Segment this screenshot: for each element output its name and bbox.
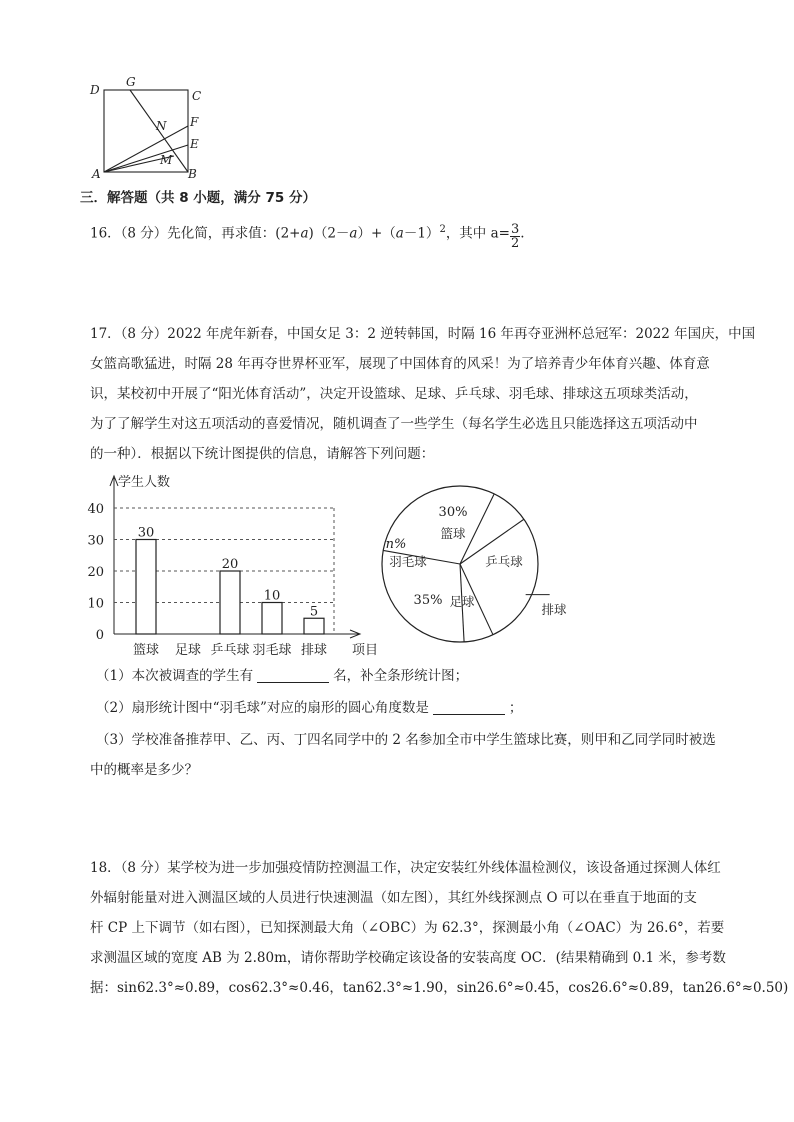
label-g: G xyxy=(126,75,136,89)
y-tick-label: 0 xyxy=(95,628,104,643)
q16-var-a: a xyxy=(349,225,358,242)
square-figure xyxy=(80,72,210,182)
q17-line-3: 识，某校初中开展了“阳光体育活动”，决定开设篮球、足球、乒乓球、羽毛球、排球这五项球类活动， xyxy=(90,386,698,402)
label-b: B xyxy=(188,167,197,181)
y-tick-label: 30 xyxy=(87,533,104,549)
q18-line-1: 18．（8 分）某学校为进一步加强疫情防控测温工作，决定安装红外线体温检测仪，该设备通过探测人体红 xyxy=(90,860,721,876)
answer-blank-2[interactable] xyxy=(433,700,505,715)
q16-fraction-denominator: 2 xyxy=(510,235,520,251)
bar xyxy=(304,618,324,634)
answer-blank-1[interactable] xyxy=(257,668,329,683)
q17-sub2 xyxy=(96,698,736,718)
q17-sub3-line2: 中的概率是多少？ xyxy=(90,762,198,778)
x-tick-label: 羽毛球 xyxy=(252,643,292,658)
q17-sub2-tail: ； xyxy=(508,700,523,716)
bar xyxy=(220,571,240,634)
q17-sub1-tail: 名，补全条形统计图； xyxy=(333,668,469,684)
q17-sub3-line1: （3）学校准备推荐甲、乙、丙、丁四名同学中的 2 名参加全市中学生篮球比赛，则甲和乙同学同时被选 xyxy=(96,732,716,748)
q17-line-2: 女篮高歌猛进，时隔 28 年再夺世界杯亚军，展现了中国体育的风采！为了培养青少年体育兴趣、体育意 xyxy=(90,356,710,372)
square-abcd xyxy=(104,90,188,172)
y-tick-label: 20 xyxy=(87,565,104,580)
bar-data-label: 20 xyxy=(221,557,239,572)
x-tick-label: 排球 xyxy=(300,643,328,658)
q17-line-1: 17．（8 分）2022 年虎年新春，中国女足 3：2 逆转韩国，时隔 16 年再夺亚洲杯总冠军：2022 年国庆，中国 xyxy=(90,326,756,342)
q16-fraction-numerator: 3 xyxy=(510,221,520,237)
bar-chart xyxy=(84,470,384,660)
y-tick-label: 40 xyxy=(87,502,104,517)
q17-sub2-text: （2）扇形统计图中“羽毛球”对应的扇形的圆心角度数是 xyxy=(96,700,429,716)
bar-data-label: 5 xyxy=(309,604,319,620)
pie-percent-label: 35% xyxy=(413,593,443,608)
y-axis-title: 学生人数 xyxy=(118,475,171,490)
label-e: E xyxy=(190,137,199,151)
label-m: M xyxy=(160,153,173,167)
pie-slice-label: 足球 xyxy=(449,594,475,609)
pie-slice-label: 篮球 xyxy=(440,526,466,541)
q16-mid4: ，其中 a= xyxy=(445,225,510,242)
q16-var-a: a xyxy=(300,225,309,242)
q16-suffix: . xyxy=(520,225,525,242)
label-n: N xyxy=(156,119,167,133)
q18-line-4: 求测温区域的宽度 AB 为 2.80m，请你帮助学校确定该设备的安装高度 OC．(结果精确到 0.1 米，参考数 xyxy=(90,950,726,966)
bar xyxy=(136,540,156,635)
q18-line-2: 外辐射能量对进入测温区域的人员进行快速测温（如左图），其红外线探测点 O 可以在垂直于地面的支 xyxy=(90,890,697,906)
q16-fraction xyxy=(510,223,520,250)
q16-var-a: a xyxy=(395,225,404,242)
q18-line-3: 杆 CP 上下调节（如右图），已知探测最大角（∠OBC）为 62.3°，探测最小角（∠OAC）为 26.6°，若要 xyxy=(90,920,725,936)
label-a: A xyxy=(92,167,101,181)
q16-mid1: )（2－ xyxy=(308,225,350,242)
x-axis-title: 项目 xyxy=(352,643,379,658)
q16-exponent: 2 xyxy=(439,224,446,235)
q17-sub1-text: （1）本次被调查的学生有 xyxy=(96,668,254,684)
label-d: D xyxy=(90,83,100,97)
pie-slice-label: 排球 xyxy=(541,602,567,617)
label-f: F xyxy=(190,115,199,129)
q18-line-5: 据：sin62.3°≈0.89，cos62.3°≈0.46，tan62.3°≈1.90，sin26.6°≈0.45，cos26.6°≈0.89，tan26.6°≈0.50) xyxy=(90,980,789,996)
y-tick-label: 10 xyxy=(87,596,104,612)
bar-data-label: 10 xyxy=(263,588,281,604)
q17-line-4: 为了了解学生对这五项活动的喜爱情况，随机调查了一些学生（每名学生必选且只能选择这五项活动中 xyxy=(90,416,698,432)
q16-mid2: ）+（ xyxy=(357,225,396,242)
x-tick-label: 篮球 xyxy=(132,643,160,658)
x-tick-label: 足球 xyxy=(174,643,202,658)
q16-prefix: 16．（8 分）先化简，再求值：(2+ xyxy=(90,225,301,242)
pie-slice-label: 乒乓球 xyxy=(485,554,523,569)
x-tick-label: 乒乓球 xyxy=(210,643,250,658)
section-heading: 三．解答题（共 8 小题，满分 75 分） xyxy=(80,190,316,206)
q16-line xyxy=(90,220,730,250)
bar-data-label: 30 xyxy=(137,525,155,541)
bar xyxy=(262,603,282,635)
q17-sub1 xyxy=(96,666,736,686)
pie-percent-label: 30% xyxy=(438,505,468,520)
q16-mid3: －1） xyxy=(403,225,440,242)
pie-slice-label: 羽毛球 xyxy=(389,554,427,569)
label-c: C xyxy=(192,89,202,103)
pie-chart xyxy=(378,476,578,656)
pie-percent-label: n% xyxy=(385,537,407,552)
q17-line-5: 的一种）．根据以下统计图提供的信息，请解答下列问题： xyxy=(90,446,435,462)
